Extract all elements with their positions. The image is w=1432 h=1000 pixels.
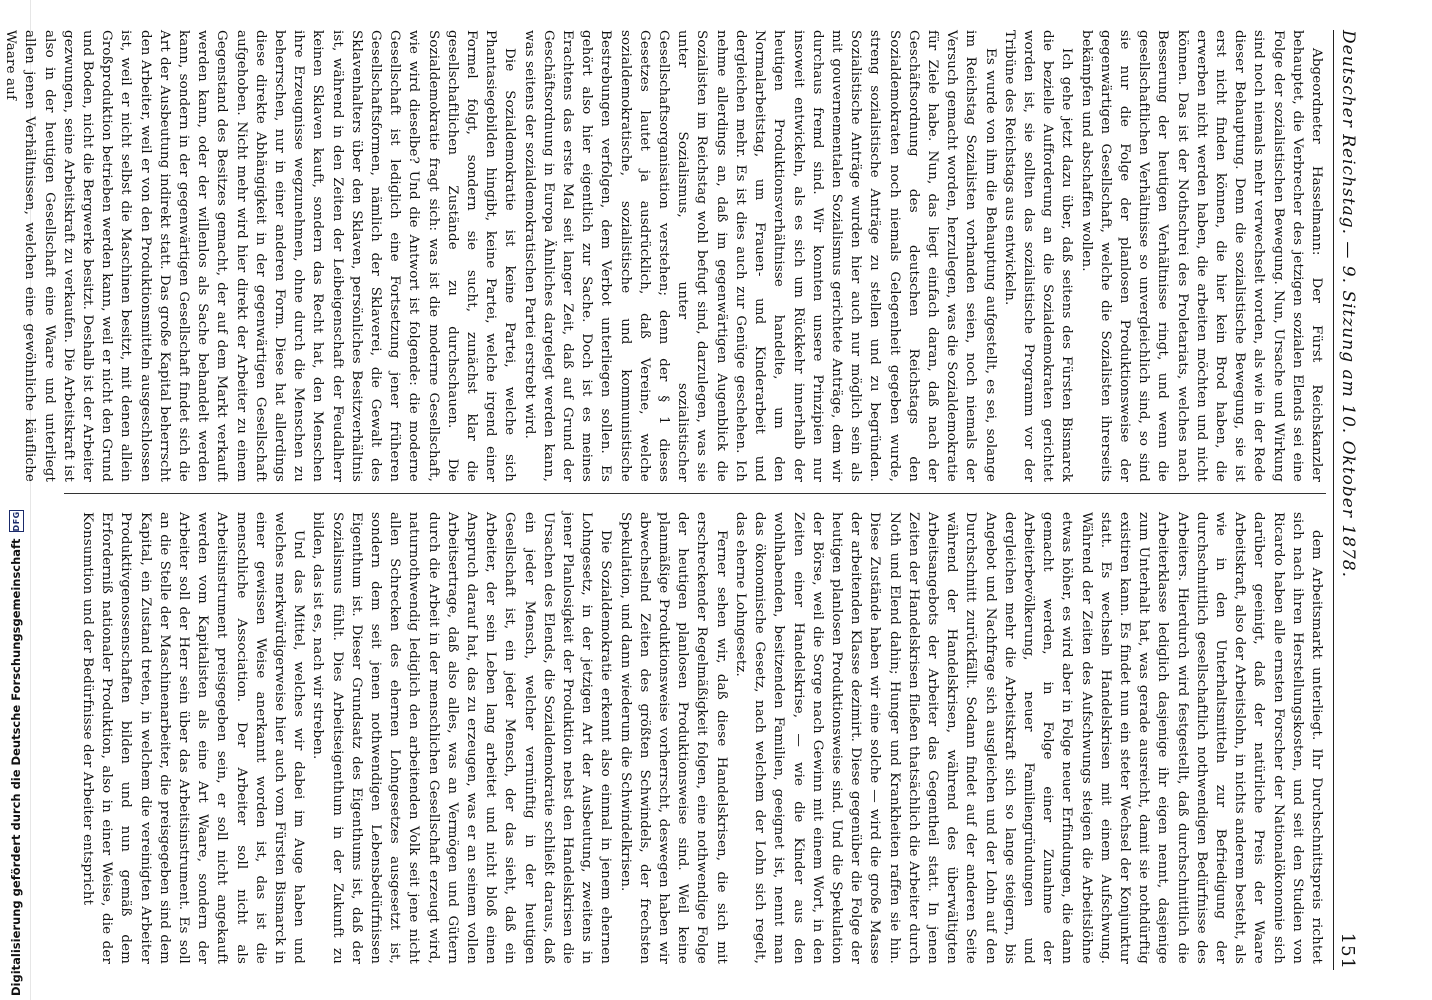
left-text-column [3, 30, 1326, 482]
paragraph: Abgeordneter Hasselmann: Der Fürst Reichskanzler behauptet, die Verbrecher des jetzigen sozialen Elends sei eine Folge der sozialistischen Bewegung. Nun, Ursache und Wirkung sind noch niemals mehr verwechselt worden, als wie in der Rede dieser Behauptung. Denn die sozialistische Bewegung, sie ist erst nicht finden können, die hier kein Brod haben, die erwerben nicht werden haben, die arbeiten möchten und nicht können. Das ist der Nothschrei des Proletariats, welches nach Besserung der heutigen Verhältnisse ringt, und wenn die gesellschaftlichen Verhältnisse so unvergleichlich sind, so sind sie nur die Folge der planlosen Produktionsweise der gegenwärtigen Gesellschaft, welche die Sozialisten ihrerseits bekämpfen und abschaffen wollen. [1078, 30, 1324, 482]
paragraph: dem Arbeitsmarkt unterliegt. Ihr Durchschnittspreis richtet sich nach ihren Herstellungskosten, und seit den Studien von Ricardo haben alle ernsten Forscher der Nationalökonomie sich darüber geeinigt, daß der natürliche Preis der Waare Arbeitskraft, also der Arbeitslohn, in nichts anderem besteht, als wie in den Unterhaltsmitteln zur Befriedigung der durchschnittlich gesellschaftlich nothwendigen Bedürfnisse des Arbeiters. Hierdurch wird festgestellt, daß durchschnittlich die Arbeiterklasse lediglich dasjenige ihr eigen nennt, dasjenige zum Unterhalt hat, was gerade ausreicht, damit sie nothdürftig existiren kann. Es findet nun ein steter Wechsel der Konjunktur statt. Es wechseln Handelskrisen mit einem Aufschwung. Während der Zeiten des Aufschwungs steigen die Arbeitslöhne etwas höher, es wird aber in Folge neuer Erfindungen, die dann gemacht werden, in Folge einer Zunahme der Arbeiterbevölkerung, neuer Familiengründungen und dergleichen mehr die Arbeitskraft sich so lange steigern, bis Angebot und Nachfrage sich ausgleichen und der Lohn auf den Durchschnitt zurückfällt. Sodann findet auf der anderen Seite während der Handelskrisen, während des überwältigten Arbeitsangebots der Arbeiter das Gegentheil statt. In jenen Zeiten der Handelskrisen fließen thatsächlich die Arbeiter durch Noth und Elend dahin; Hunger und Krankheiten raffen sie hin. Diese Zustände haben wir eine solche — wird die große Masse der arbeitenden Klasse dezimirt. Diese gegenüber die Folge der heutigen planlosen Produktionsweise sind. Und die Spekulation der Börse, weil die Sorge nach Gewinn mit einem Wort, in den Zeiten einer Handelskrise, — wie die Kinder aus den wohlhabenden, besitzenden Familien, geeignet ist, nennt man das ökonomische Gesetz, nach welchem der Lohn sich regelt, das eherne Lohngesetz. [732, 512, 1324, 964]
page-number: 151 [1337, 932, 1359, 970]
page-header [1333, 30, 1362, 970]
paragraph: Und das Mittel, welches wir dabei im Auge haben und welches merkwürdigerweise hier auch vom Fürsten Bismarck in einer gewissen Weise anerkannt worden ist, das ist die menschliche Association. Der Arbeiter soll nicht als Arbeitsinstrument preisgegeben sein, er soll nicht angekauft werden vom Kapitalisten als eine Art Waare, sondern der Arbeiter soll der Herr sein über das Arbeitsinstrument. Es soll an die Stelle der Maschinenarbeiter, die preisgegeben sind dem Kapital, ein Zustand treten, in welchem die vereinigten Arbeiter Produktivgenossenschaften bilden und nun gemäß dem Erforderniß nationaler Produktion, also in einer Weise, die der Konsumtion und der Bedürfnisse der Arbeiter entspricht [80, 512, 307, 964]
page-title: Deutscher Reichstag. — 9. Sitzung am 10. Oktober 1878. [1338, 30, 1358, 579]
paragraph: Ferner sehen wir, daß diese Handelskrisen, die sich mit erschreckender Regelmäßigkeit folgen, eine nothwendige Folge der heutigen planlosen Produktionsweise sind. Weil keine planmäßige Produktionsweise vorherrscht, deswegen haben wir abwechselnd Zeiten des größten Schwindels, der frechsten Spekulation, und dann wiederum die Schwindelkrisen. [617, 512, 729, 964]
stamp-text: Digitalisierung gefördert durch die Deutsche Forschungsgemeinschaft [9, 538, 23, 996]
paragraph: Die Sozialdemokratie ist keine Partei, welche sich Phantasiegebilden hingibt, keine Partei, welche irgend einer Formel folgt, sondern sie sucht, zunächst klar die gesellschaftlichen Zustände zu durchschauen. Die Sozialdemokratie fragt sich: was ist die moderne Gesellschaft, wie wird dieselbe? Und die Antwort ist folgende: die moderne Gesellschaft ist lediglich eine Fortsetzung jener früheren Gesellschaftsformen, nämlich der Sklaverei, die Gewalt des Sklavenhalters über den Sklaven, persönliches Besitzverhältnis ist, während in den Zeiten der Leibeigenschaft der Feudalherr keinen Sklaven kauft, sondern das Recht hat, den Menschen ihre Erzeugnisse wegzunehmen, ohne durch die Menschen zu beherrschen, nur in einer anderen Form. Diese hat allerdings diese direkte Abhängigkeit in der gegenwärtigen Gesellschaft aufgehoben. Nicht mehr wird hier direkt der Arbeiter zu einem Gegenstand des Besitzes gemacht, der auf dem Markt verkauft werden kann, oder der willenlos als Sache behandelt werden kann, sondern in der gegenwärtigen Gesellschaft findet sich die Art der Ausbeutung indirekt statt. Das große Kapital beherrscht den Arbeiter, weil er von den Produktionsmitteln ausgeschlossen ist, weil er nicht selbst die Maschinen besitzt, mit denen allein Großproduktion betrieben werden kann, weil er nicht den Grund und Boden, nicht die Bergwerke besitzt. Deshalb ist der Arbeiter gezwungen, seine Arbeitskraft zu verkaufen. Die Arbeitskraft ist also in der heutigen Gesellschaft eine Waare und unterliegt allen jenen Verhältnissen, welchen eine gewöhnliche käufliche Waare auf [3, 30, 518, 482]
paragraph: Es wurde von ihm die Behauptung aufgestellt, es sei, solange im Reichstag Sozialisten vorhanden seien, noch niemals der Versuch gemacht worden, herzulegen, was die Sozialdemokratie für Ziele habe. Nun, das liegt einfach daran, daß nach der Geschäftsordnung des deutschen Reichstags den Sozialdemokraten noch niemals Gelegenheit gegeben wurde, streng sozialistische Anträge zu stellen und zu begründen. Sozialistische Anträge wurden hier auch nur möglich sein als mit gouvernementalen Sozialismus gerichtete Anträge, dem wir durchaus fremd sind. Wir konnten unsere Prinzipien nur insoweit entwickeln, als es sich um Rückkehr innerhalb der heutigen Produktionsverhältnisse handelte, um den Normalarbeitstag, um Frauen- und Kinderarbeit und dergleichen mehr. Es ist dies auch zur Genüge geschehen. Ich nehme allerdings an, daß im gegenwärtigen Augenblick die Sozialisten im Reichstag wohl befugt sind, darzulegen, was sie unter Sozialismus, unter sozialistischer Gesellschaftsorganisation verstehen; denn der § 1 dieses Gesetzes lautet ja ausdrücklich, daß Vereine, welche sozialdemokratische, sozialistische und kommunistische Bestrebungen verfolgen, dem Verbot unterliegen sollen. Es gehört also hier eigentlich zur Sache. Doch ist es meines Erachtens das erste Mal seit langer Zeit, daß auf Grund der Geschäftsordnung in Europa Ähnliches dargelegt werden kann, was seitens der sozialdemokratischen Partei erstrebt wird. [521, 30, 998, 482]
paragraph: Die Sozialdemokratie erkennt also einmal in jenem ehernen Lohngesetz, in der jetzigen Art der Ausbeutung, zweitens in jener Planlosigkeit der Produktion nebst den Handelskrisen die Ursachen des Elends, die Sozialdemokratie schließt daraus, daß ein jeder Mensch, welcher vernünftig in der heutigen Gesellschaft ist, ein jeder Mensch, der das sieht, daß ein Arbeiter, der sein Leben lang arbeitet und nicht bloß einen Anspruch darauf hat, das zu erzeugen, was er an seinem vollen Arbeitsertrage, daß also alles, was an Vermögen und Gütern durch die Arbeit in der menschlichen Gesellschaft erzeugt wird, naturnothwendig lediglich den arbeitenden Volk seit jene nicht allen Schrecken des ehernen Lohngesetzes ausgesetzt ist, sondern dem seit jenen nothwendigen Lebensbedürfnissen Eigenthum ist. Dieser Grundsatz des Eigenthums ist, daß der Sozialismus fühlt. Dies Arbeitseigenthum in der Zukunft zu bilden, das ist es, nach wir streben. [310, 512, 614, 964]
right-text-column [64, 512, 1326, 964]
paragraph: Ich gehe jetzt dazu über, daß seitens des Fürsten Bismarck die bezielle Aufforderung an die Sozialdemokraten gerichtet worden ist, sie sollten das sozialistische Programm vor der Tribüne des Reichstags aus entwickeln. [1001, 30, 1075, 482]
column-divider [64, 493, 1326, 494]
dfg-logo-icon: DFG [9, 510, 24, 532]
digitization-stamp [8, 511, 24, 996]
